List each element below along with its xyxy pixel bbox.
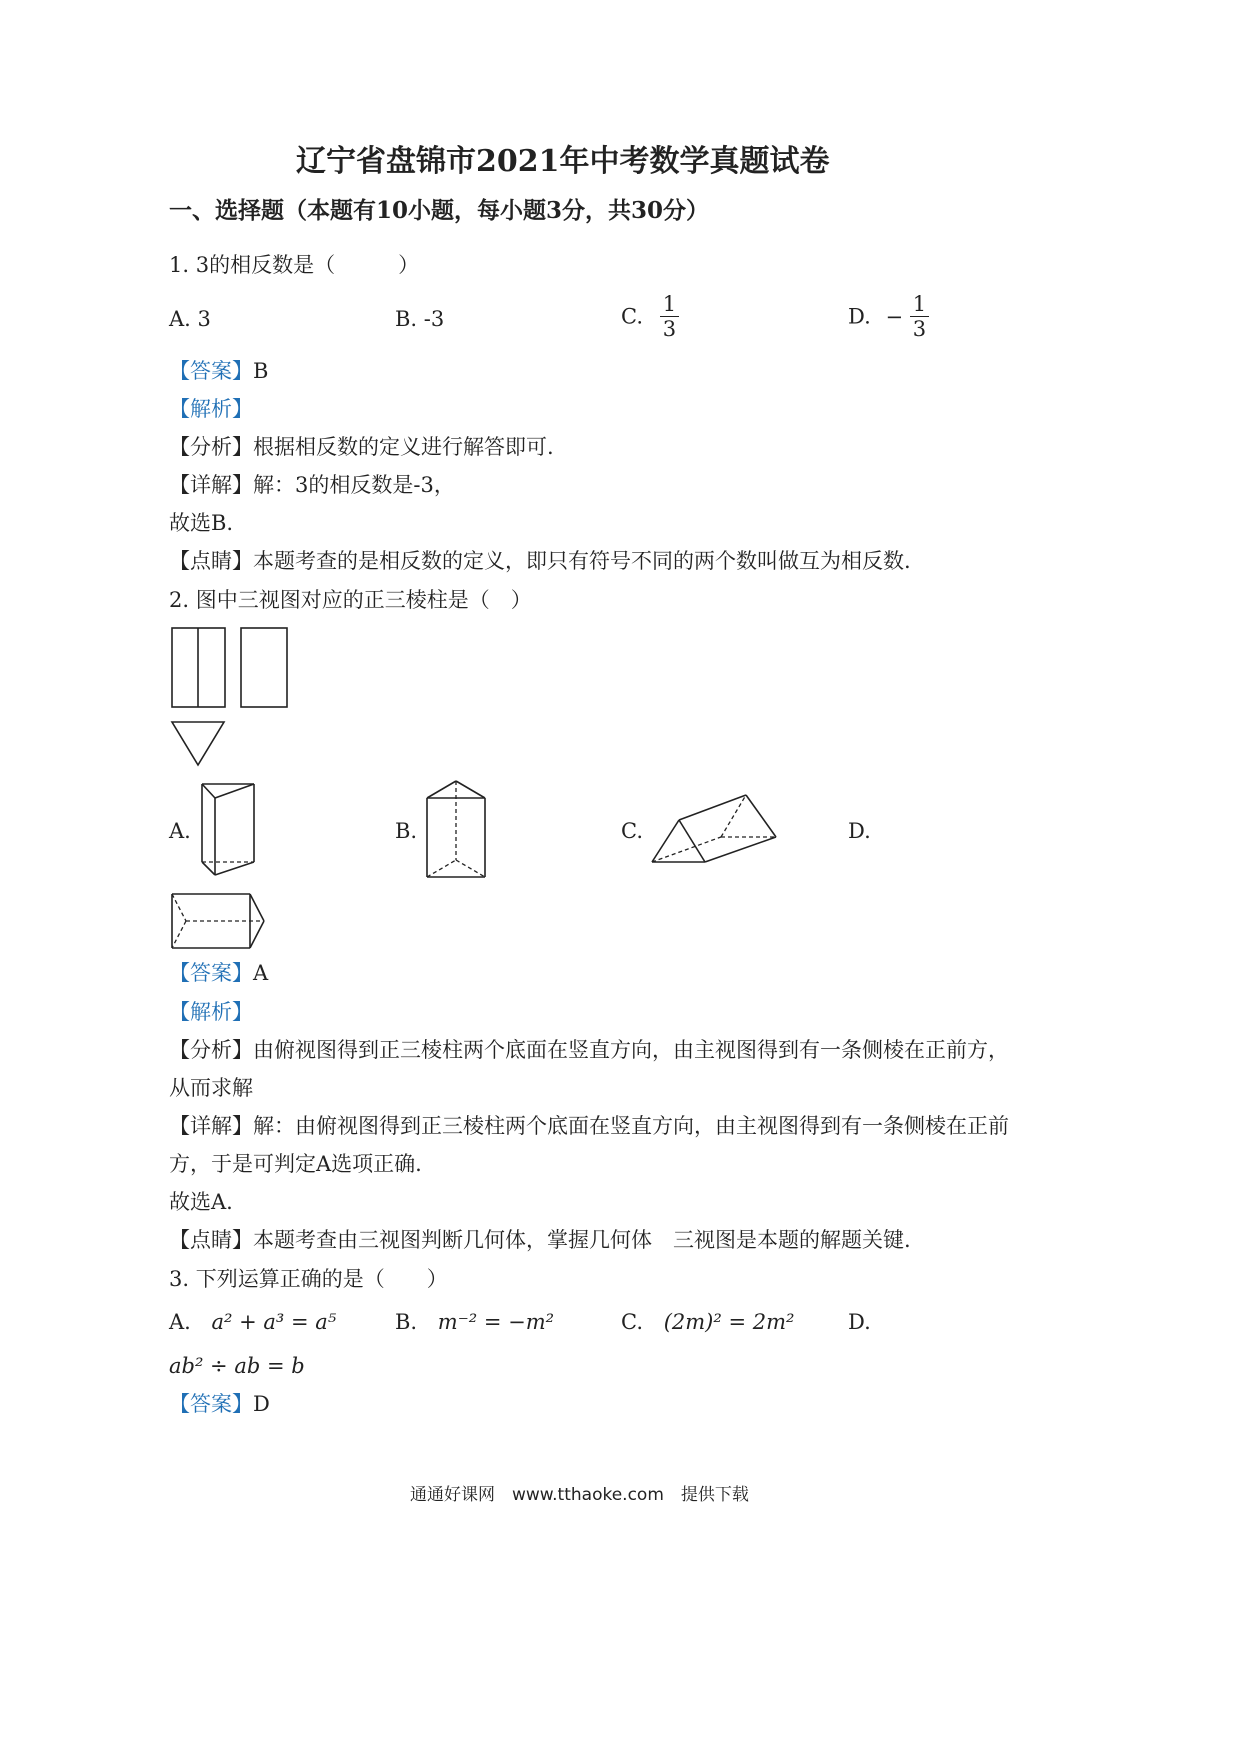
fenxi-tag: 【分析】	[169, 435, 253, 459]
q2-option-b-figure	[423, 776, 489, 882]
xiangjie-tag: 【详解】	[169, 473, 253, 497]
option-expression: (2m)² = 2m²	[663, 1310, 795, 1334]
answer-value: A	[253, 961, 269, 985]
q3-option-c	[621, 1309, 794, 1335]
dianjing-text: 本题考查的是相反数的定义，即只有符号不同的两个数叫做互为相反数.	[253, 549, 911, 573]
xiangjie-text: 解：3的相反数是-3，	[253, 473, 455, 497]
q3-option-b	[395, 1309, 554, 1335]
numerator: 1	[910, 292, 929, 317]
option-label: C.	[621, 1310, 643, 1334]
numerator: 1	[660, 292, 679, 317]
dianjing-tag: 【点睛】	[169, 1228, 253, 1252]
q2-option-b-label: B.	[395, 819, 418, 843]
q2-detail-line1	[169, 1113, 1009, 1139]
option-label: A.	[169, 1310, 191, 1334]
page-title: 辽宁省盘锦市2021年中考数学真题试卷	[296, 144, 830, 179]
q2-choice: 故选A.	[169, 1190, 233, 1214]
q2-option-c-label: C.	[621, 819, 643, 843]
q2-option-d-label: D.	[848, 819, 871, 843]
q2-option-a-figure	[196, 778, 260, 880]
q1-analysis	[169, 434, 554, 460]
q3-answer	[169, 1391, 270, 1417]
q2-option-d-figure	[168, 890, 268, 952]
page-footer: 通通好课网 www.tthaoke.com 提供下载	[410, 1485, 749, 1505]
dianjing-tag: 【点睛】	[169, 549, 253, 573]
option-label: B.	[395, 1310, 418, 1334]
q1-jiexi-tag: 【解析】	[169, 397, 253, 421]
q2-jiexi-tag: 【解析】	[169, 1000, 253, 1024]
q2-analysis-line1	[169, 1037, 1009, 1063]
q3-option-d-label: D.	[848, 1310, 871, 1334]
q2-detail-line2: 方，于是可判定A选项正确.	[169, 1152, 422, 1176]
xiangjie-tag: 【详解】	[169, 1114, 253, 1138]
q1-detail	[169, 472, 455, 498]
fenxi-text: 由俯视图得到正三棱柱两个底面在竖直方向，由主视图得到有一条侧棱在正前方，	[253, 1038, 1009, 1062]
fraction	[910, 292, 929, 341]
answer-value: B	[253, 359, 269, 383]
answer-tag: 【答案】	[169, 1392, 253, 1416]
q1-option-a: A. 3	[169, 307, 211, 331]
answer-tag: 【答案】	[169, 961, 253, 985]
option-label: D.	[848, 304, 871, 329]
fraction	[660, 292, 679, 341]
q1-stem: 1. 3的相反数是（ ）	[169, 253, 420, 277]
fenxi-text: 根据相反数的定义进行解答即可.	[253, 435, 554, 459]
three-views-figure	[165, 622, 295, 772]
q1-comment	[169, 548, 911, 574]
section-heading: 一、选择题（本题有10小题，每小题3分，共30分）	[169, 197, 710, 224]
dianjing-text: 本题考查由三视图判断几何体，掌握几何体 三视图是本题的解题关键.	[253, 1228, 911, 1252]
side-view	[241, 628, 287, 707]
option-expression: a² + a³ = a⁵	[211, 1310, 337, 1334]
q1-option-c	[621, 292, 679, 341]
answer-tag: 【答案】	[169, 359, 253, 383]
q1-option-b: B. -3	[395, 307, 445, 331]
q1-option-d	[848, 292, 929, 341]
q2-analysis-line2: 从而求解	[169, 1076, 253, 1100]
denominator: 3	[662, 317, 677, 341]
q1-answer	[169, 358, 268, 384]
q1-choice: 故选B.	[169, 511, 234, 535]
q3-option-d-expression: ab² ÷ ab = b	[169, 1354, 305, 1378]
top-view	[172, 722, 224, 765]
q3-stem: 3. 下列运算正确的是（ ）	[169, 1267, 448, 1291]
denominator: 3	[912, 317, 927, 341]
option-label: C.	[621, 304, 643, 329]
fenxi-tag: 【分析】	[169, 1038, 253, 1062]
q2-option-c-figure	[648, 790, 780, 866]
minus-sign: −	[885, 304, 904, 329]
q2-option-a-label: A.	[169, 819, 191, 843]
xiangjie-text: 解：由俯视图得到正三棱柱两个底面在竖直方向，由主视图得到有一条侧棱在正前	[253, 1114, 1009, 1138]
q2-answer	[169, 960, 268, 986]
q3-option-a	[169, 1309, 336, 1335]
option-expression: m⁻² = −m²	[437, 1310, 555, 1334]
answer-value: D	[253, 1392, 270, 1416]
q2-comment	[169, 1227, 911, 1253]
q2-stem: 2. 图中三视图对应的正三棱柱是（ ）	[169, 588, 532, 612]
